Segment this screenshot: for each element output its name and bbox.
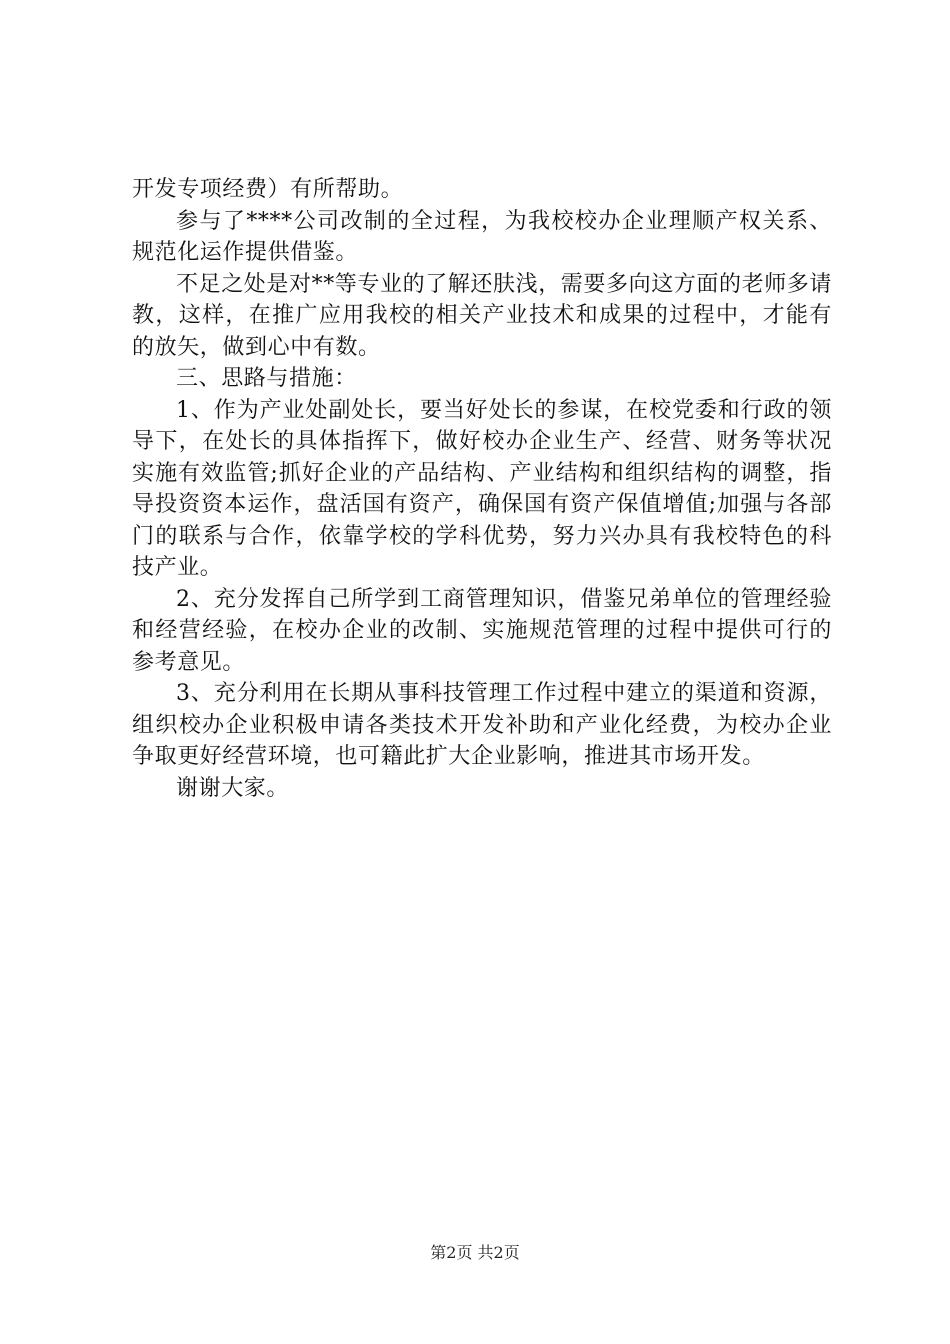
paragraph-shortcomings: 不足之处是对**等专业的了解还肤浅，需要多向这方面的老师多请教，这样，在推广应用我校的相关产业技术和成果的过程中，才能有的放矢，做到心中有数。 [132,271,833,360]
section-heading-ideas-measures: 三、思路与措施： [176,366,357,391]
paragraph-measure-2: 2、充分发挥自己所学到工商管理知识，借鉴兄弟单位的管理经验和经营经验，在校办企业的改制、实施规范管理的过程中提供可行的参考意见。 [132,586,832,675]
paragraph-continuation: 开发专项经费）有所帮助。 [132,177,404,202]
paragraph-closing-thanks: 谢谢大家。 [176,775,290,801]
page-number-footer: 第2页 共2页 [430,1243,520,1262]
paragraph-measure-1: 1、作为产业处副处长，要当好处长的参谋，在校党委和行政的领导下，在处长的具体指挥下，做好校办企业生产、经营、财务等状况实施有效监管;抓好企业的产品结构、产业结构和组织结构的调整，指导投资资本运作，盘活国有资产，确保国有资产保值增值;加强与各部门的联系与合作，依靠学校的学科优势，努力兴办具有我校特色的科技产业。 [132,397,832,580]
paragraph-measure-3: 3、充分利用在长期从事科技管理工作过程中建立的渠道和资源，组织校办企业积极申请各类技术开发补助和产业化经费，为校办企业争取更好经营环境，也可籍此扩大企业影响，推进其市场开发。 [132,681,832,769]
document-body [132,174,832,804]
paragraph-restructuring: 参与了****公司改制的全过程，为我校校办企业理顺产权关系、规范化运作提供借鉴。 [132,208,832,265]
